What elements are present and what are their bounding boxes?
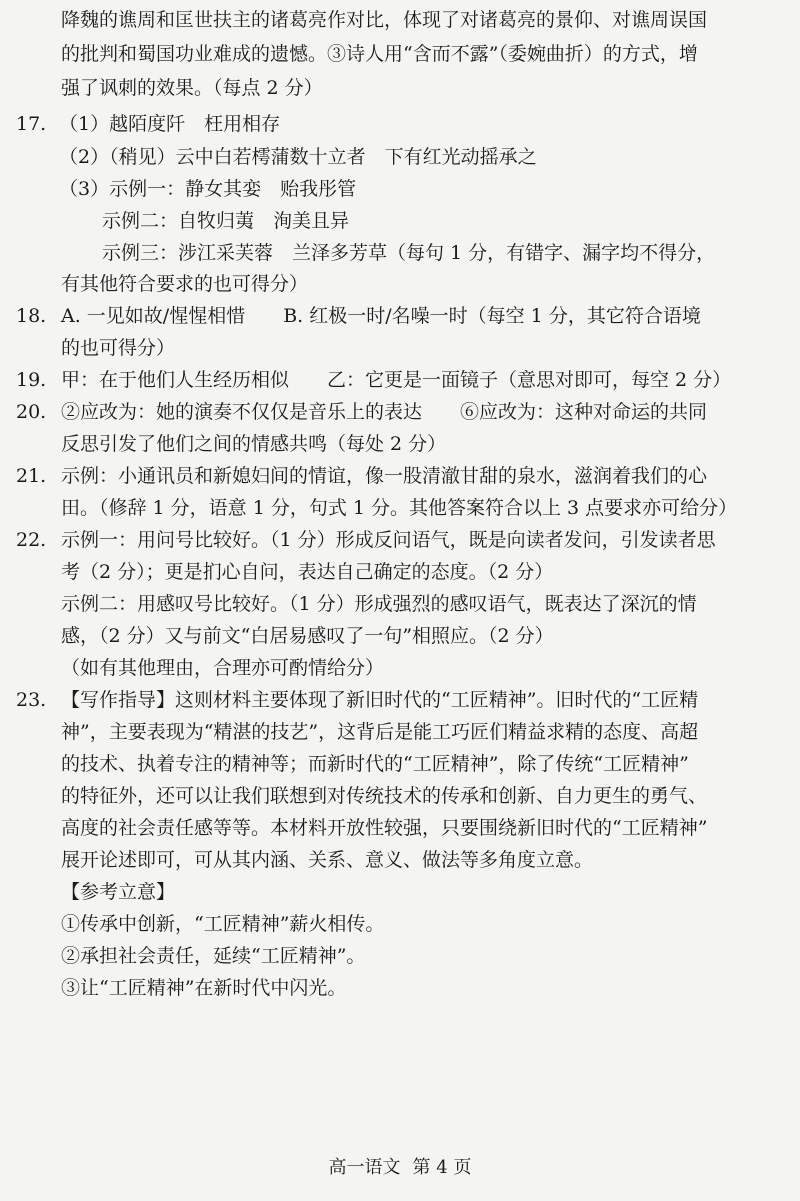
answer-q20-line: ②应改为：她的演奏不仅仅是音乐上的表达 ⑥应改为：这种对命运的共同 [61, 401, 708, 423]
answer-q23-line: 的技术、执着专注的精神等；而新时代的“工匠精神”，除了传统“工匠精神” [61, 753, 689, 775]
answer-q18-line: A. 一见如故/惺惺相惜 B. 红极一时/名噪一时（每空 1 分，其它符合语境 [61, 305, 701, 327]
answer-q21-line: 示例：小通讯员和新媳妇间的情谊，像一股清澈甘甜的泉水，滋润着我们的心 [61, 465, 708, 487]
question-number-18: 18. [16, 305, 47, 327]
answer-q17-item2: （2）（稍见）云中白若樗蒲数十立者 下有红光动摇承之 [59, 146, 537, 168]
question-number-21: 21. [16, 465, 47, 487]
answer-q23-line: 【写作指导】这则材料主要体现了新旧时代的“工匠精神”。旧时代的“工匠精 [61, 689, 699, 711]
question-number-22: 22. [16, 529, 47, 551]
answer-q22-line: 示例一：用问号比较好。（1 分）形成反问语气，既是向读者发问，引发读者思 [61, 529, 716, 551]
answer-q16-line: 强了讽刺的效果。（每点 2 分） [61, 77, 323, 99]
answer-q16-line: 的批判和蜀国功业难成的遗憾。③诗人用“含而不露”（委婉曲折）的方式，增 [61, 43, 698, 65]
answer-q23-line: 展开论述即可，可从其内涵、关系、意义、做法等多角度立意。 [61, 849, 594, 871]
answer-q21-line: 田。（修辞 1 分，语意 1 分，句式 1 分。其他答案符合以上 3 点要求亦可给分） [61, 497, 738, 519]
answer-q22-note: （如有其他理由，合理亦可酌情给分） [61, 657, 385, 679]
answer-q16-line: 降魏的谯周和匡世扶主的诸葛亮作对比，体现了对诸葛亮的景仰、对谯周误国 [61, 9, 708, 31]
footer-subject: 高一语文 [328, 1157, 401, 1178]
answer-q17-example3: 示例三：涉江采芙蓉 兰泽多芳草（每句 1 分，有错字、漏字均不得分， [102, 242, 716, 264]
question-number-23: 23. [16, 689, 47, 711]
footer-page-number: 第 4 页 [412, 1157, 472, 1178]
answer-q22-line: 感，（2 分）又与前文“白居易感叹了一句”相照应。（2 分） [61, 625, 554, 647]
answer-q23-line: 神”，主要表现为“精湛的技艺”，这背后是能工巧匠们精益求精的态度、高超 [61, 721, 699, 743]
answer-q19-line: 甲：在于他们人生经历相似 乙：它更是一面镜子（意思对即可，每空 2 分） [61, 369, 732, 391]
reference-item: ②承担社会责任，延续“工匠精神”。 [61, 945, 366, 967]
page-footer [0, 1156, 800, 1180]
answer-q17-note: 有其他符合要求的也可得分） [61, 273, 309, 295]
reference-item: ①传承中创新，“工匠精神”薪火相传。 [61, 913, 385, 935]
answer-q17-item1: （1）越陌度阡 枉用相存 [59, 113, 281, 135]
question-number-19: 19. [16, 369, 47, 391]
answer-q17-item3: （3）示例一：静女其娈 贻我彤管 [59, 178, 357, 200]
question-number-20: 20. [16, 401, 47, 423]
answer-q22-line: 考（2 分）；更是扪心自问，表达自己确定的态度。（2 分） [61, 561, 554, 583]
answer-q23-line: 的特征外，还可以让我们联想到对传统技术的传承和创新、自力更生的勇气、 [61, 785, 708, 807]
answer-q22-line: 示例二：用感叹号比较好。（1 分）形成强烈的感叹语气，既表达了深沉的情 [61, 593, 697, 615]
reference-item: ③让“工匠精神”在新时代中闪光。 [61, 977, 347, 999]
answer-q17-example2: 示例二：自牧归荑 洵美且异 [102, 210, 350, 232]
answer-q23-line: 高度的社会责任感等等。本材料开放性较强，只要围绕新旧时代的“工匠精神” [61, 817, 708, 839]
answer-q18-line: 的也可得分） [61, 337, 176, 359]
question-number-17: 17. [16, 113, 47, 135]
answer-q20-line: 反思引发了他们之间的情感共鸣（每处 2 分） [61, 433, 447, 455]
reference-heading: 【参考立意】 [61, 881, 176, 903]
